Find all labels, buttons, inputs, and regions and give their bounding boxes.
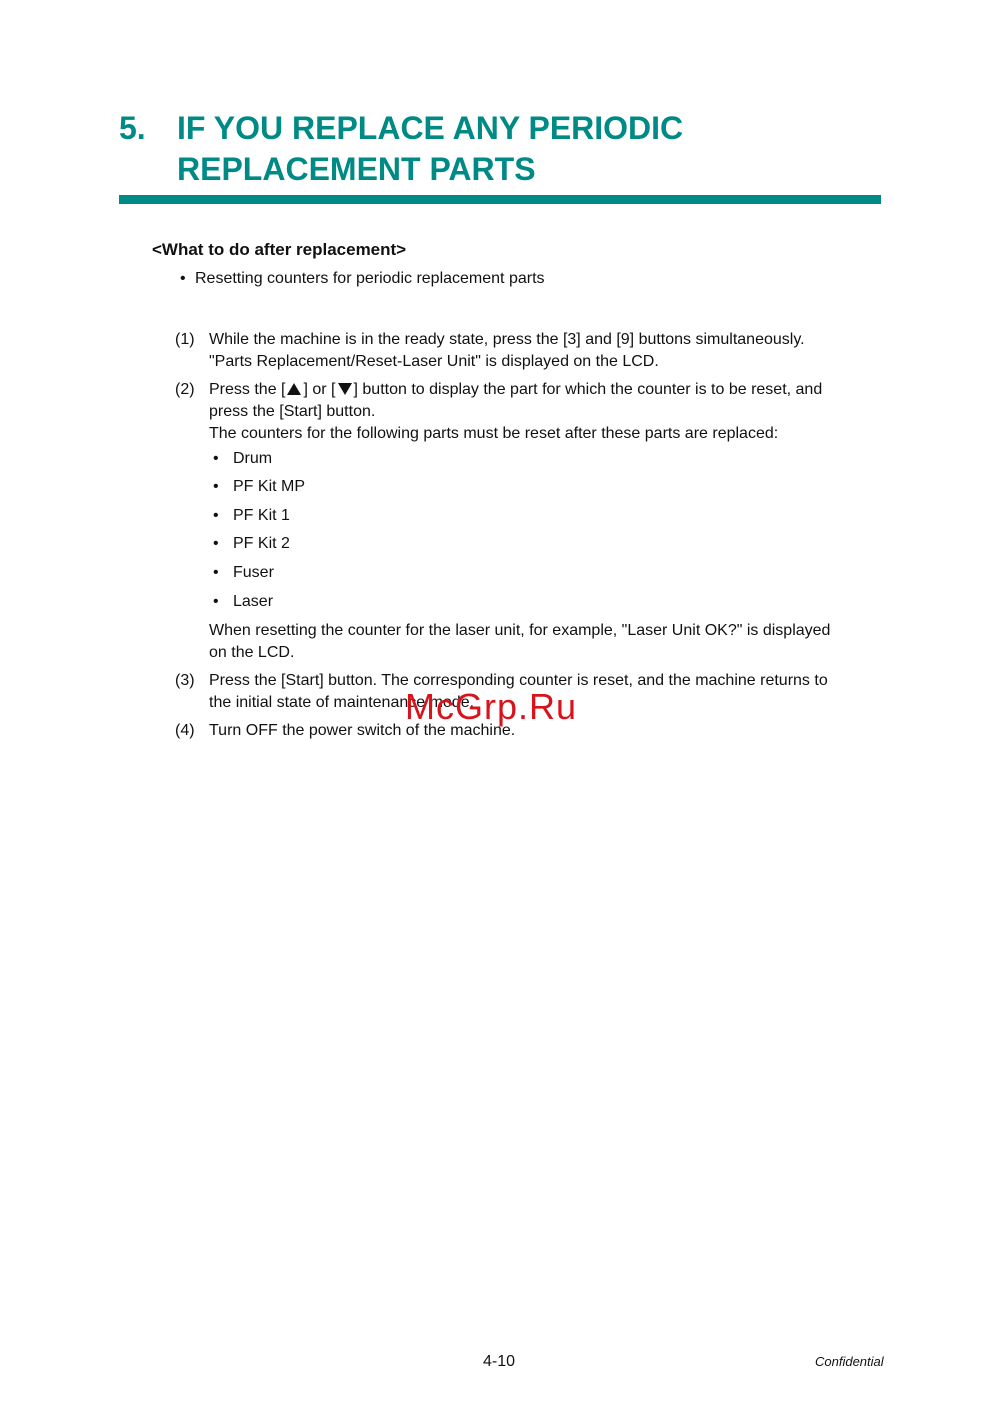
step-line bbox=[209, 379, 869, 401]
part-label: PF Kit 2 bbox=[233, 535, 290, 552]
step-line: the initial state of maintenance mode. bbox=[209, 694, 475, 711]
bullet-dot: • bbox=[213, 450, 219, 467]
step-number: (4) bbox=[175, 722, 195, 739]
step-line: "Parts Replacement/Reset-Laser Unit" is displayed on the LCD. bbox=[209, 353, 659, 370]
heading-divider bbox=[119, 195, 881, 204]
bullet-dot: • bbox=[213, 564, 219, 581]
step-text: ] or [ bbox=[303, 381, 336, 398]
step-line: on the LCD. bbox=[209, 644, 295, 661]
bullet-dot: • bbox=[213, 478, 219, 495]
up-triangle-icon bbox=[287, 383, 301, 395]
step-number: (3) bbox=[175, 672, 195, 689]
step-line: Turn OFF the power switch of the machine. bbox=[209, 722, 516, 739]
step-line: The counters for the following parts must be reset after these parts are replaced: bbox=[209, 425, 779, 442]
bullet-dot: • bbox=[180, 270, 186, 287]
bullet-text: Resetting counters for periodic replacement parts bbox=[195, 270, 545, 287]
step-number: (1) bbox=[175, 331, 195, 348]
step-line: When resetting the counter for the laser unit, for example, "Laser Unit OK?" is displayed bbox=[209, 622, 831, 639]
section-number: 5. bbox=[119, 110, 146, 146]
part-label: PF Kit MP bbox=[233, 478, 306, 495]
step-line: press the [Start] button. bbox=[209, 403, 376, 420]
step-line: While the machine is in the ready state, press the [3] and [9] buttons simultaneously. bbox=[209, 331, 805, 348]
confidential-label: Confidential bbox=[815, 1354, 884, 1369]
part-label: Laser bbox=[233, 593, 274, 610]
page-number: 4-10 bbox=[483, 1353, 516, 1370]
down-triangle-icon bbox=[338, 383, 352, 395]
step-number: (2) bbox=[175, 381, 195, 398]
bullet-dot: • bbox=[213, 593, 219, 610]
step-text: ] button to display the part for which the counter is to be reset, and bbox=[353, 381, 823, 398]
bullet-dot: • bbox=[213, 535, 219, 552]
watermark: McGrp.Ru bbox=[405, 686, 578, 727]
subheading: <What to do after replacement> bbox=[152, 240, 407, 259]
bullet-dot: • bbox=[213, 507, 219, 524]
part-label: Fuser bbox=[233, 564, 274, 581]
step-line: Press the [Start] button. The corresponding counter is reset, and the machine returns to bbox=[209, 672, 828, 689]
part-label: PF Kit 1 bbox=[233, 507, 290, 524]
step-text: Press the [ bbox=[209, 381, 286, 398]
part-label: Drum bbox=[233, 450, 273, 467]
section-title: IF YOU REPLACE ANY PERIODIC REPLACEMENT PARTS bbox=[177, 110, 684, 187]
